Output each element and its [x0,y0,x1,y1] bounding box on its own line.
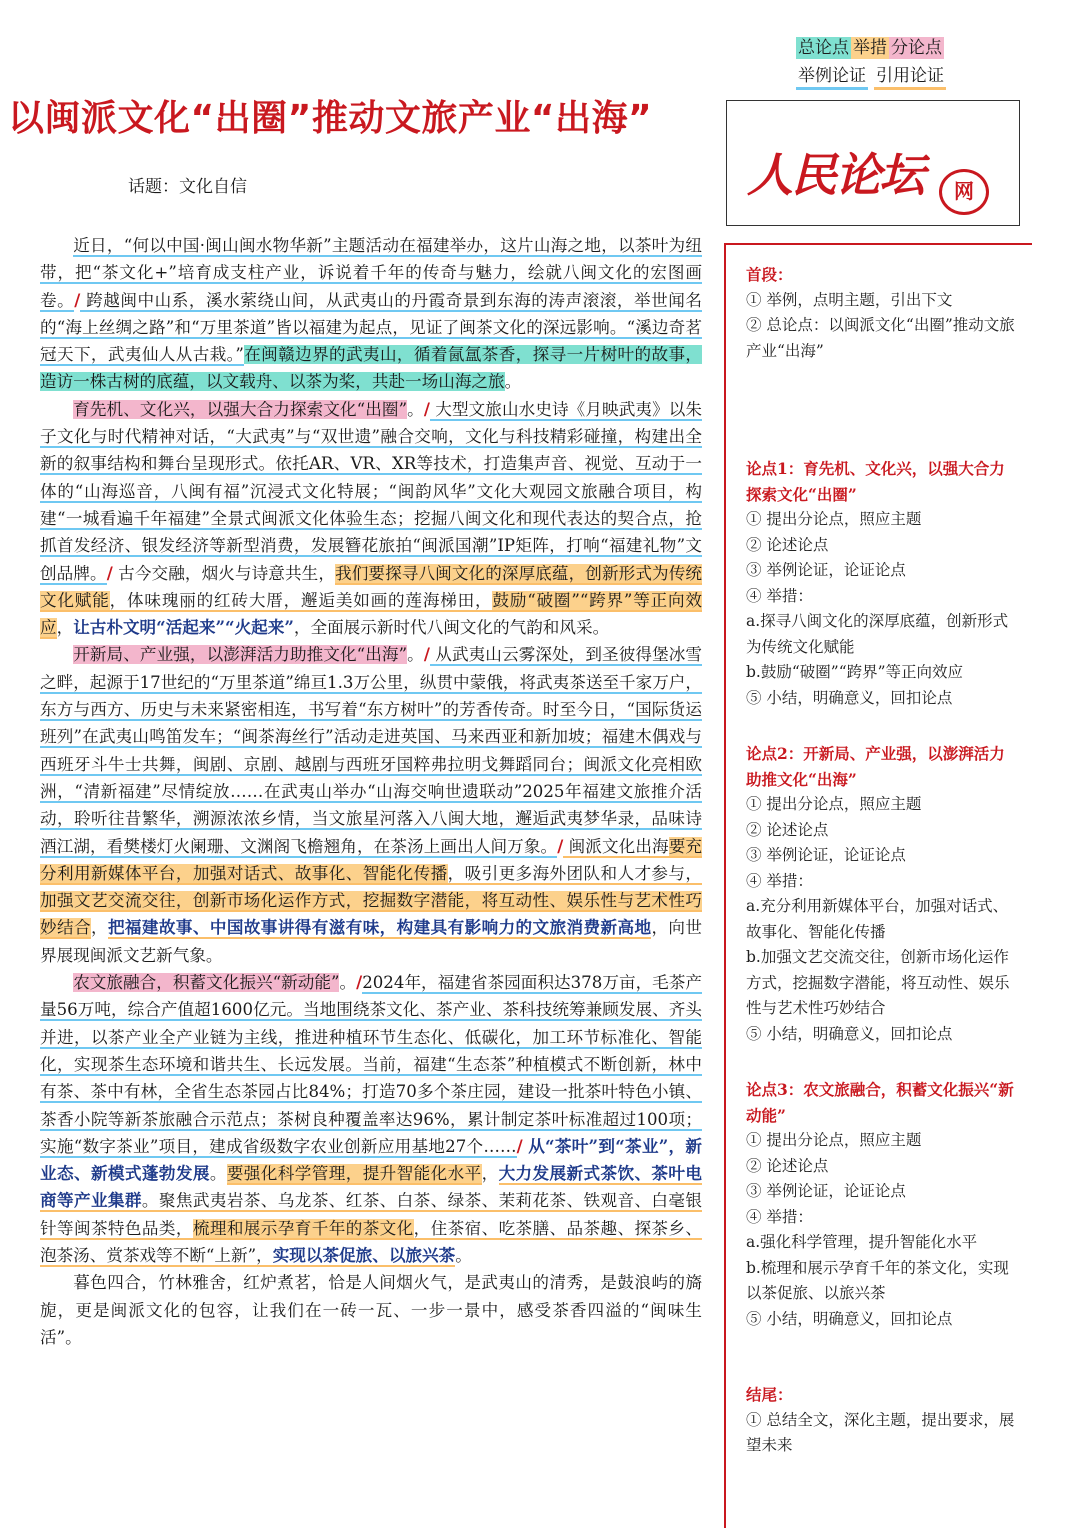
outline-item: ⑤ 小结，明确意义，回扣论点 [746,1024,953,1043]
plain-text: 。 [339,973,357,993]
outline-item: ② 论述论点 [746,535,829,554]
measure-highlight: 鼓励“破圈”“跨界”等正向效应 [40,590,702,638]
outline-item: ① 提出分论点，照应主题 [746,510,922,528]
slash-marker: / [74,289,81,310]
measure-highlight: 梳理和展示孕育千年的茶文化 [192,1218,414,1238]
legend-row-1 [796,34,946,62]
paragraph-5: 暮色四合，竹林雅舍，红炉煮茗，恰是人间烟火气，是武夷山的清秀，是鼓浪屿的旖旎，更是闽派文化的包容，让我们在一砖一瓦、一步一景中，感受茶香四溢的“闽味生活”。 [40,1273,702,1347]
plain-text: 。 [407,645,424,665]
outline-item: ⑤ 小结，明确意义，回扣论点 [746,688,953,707]
measure-highlight: 加强文艺交流交往，创新市场化运作方式，挖掘数字潜能，将互动性、娱乐性与艺术性巧妙结合 [40,891,702,938]
sub-point-highlight: 开新局、产业强，以澎湃活力助推文化“出海” [73,645,408,665]
sidebar-top-rule [724,243,1032,245]
outline-heading: 首段： [746,265,793,284]
article-title: 以闽派文化“出圈”推动文旅产业“出海” [8,98,653,139]
plain-text: 。聚焦武夷岩茶、乌龙茶、红茶、白茶、绿茶、茉莉花茶、铁观音、白毫银针等闽茶特色品类， [40,1191,702,1238]
bold-conclusion: 大力发展新式茶饮、茶叶电商等产业集群 [40,1163,702,1211]
paragraph-1 [40,232,702,396]
paragraph-4 [40,969,702,1269]
outline-item: b.鼓励“破圈”“跨界”等正向效应 [746,663,964,681]
outline-item: ② 总论点：以闽派文化“出圈”推动文旅产业“出海” [746,316,1015,360]
thesis-highlight: 在闽赣边界的武夷山，循着氤氲茶香，探寻一片树叶的故事，造访一株古树的底蕴，以文载舟、以茶为桨，共赴一场山海之旅 [40,345,703,392]
outline-item: a.探寻八闽文化的深厚底蕴，创新形式为传统文化赋能 [746,612,1009,656]
outline-item: ③ 举例论证，论证论点 [746,1182,906,1200]
logo-text: 人民论坛 [747,148,923,202]
outline-item: b.加强文艺交流交往，创新市场化运作方式，挖掘数字潜能，将互动性、娱乐性与艺术性巧妙结合 [746,948,1010,1017]
slash-marker: / [423,398,430,419]
people-forum-logo [726,100,1020,226]
example-text: 2024年，福建省茶园面积达378万亩，毛茶产量56万吨，综合产值超1600亿元。当地围绕茶文化、茶产业、茶科技统筹兼顾发展、齐头并进，以茶产业全产业链为主线，推进种植环节生态化、低碳化，加工环节标准化、智能化，实现茶生态环境和谐共生、长远发展。当前，福建“生态茶”种植模式不断创新，林中有茶、茶中有林，全省生态茶园占比84%；打造70多个茶庄园，建设一批茶叶特色小镇、茶香小院等新茶旅融合示范点；茶树良种覆盖率达96%，累计制定茶叶标准超过100项；实施“数字茶业”项目，建成省级数字农业创新应用基地27个…… [40,973,703,1156]
plain-text: 古今交融，烟火与诗意共生， [112,563,336,583]
logo-seal: 网 [939,169,989,215]
outline-heading: 论点1：育先机、文化兴，以强大合力探索文化“出圈” [746,459,1005,504]
outline-item: b.梳理和展示孕育千年的茶文化，实现以茶促旅、以旅兴茶 [746,1258,1009,1302]
plain-text: ， [90,918,108,938]
annotation-legend [796,34,946,90]
outline-heading: 论点2：开新局、产业强，以澎湃活力助推文化“出海” [746,744,1005,789]
outline-opening [746,262,1016,364]
outline-heading: 论点3：农文旅融合，积蓄文化振兴“新动能” [746,1080,1014,1125]
outline-item: ③ 举例论证，论证论点 [746,561,906,579]
article-topic: 话题：文化自信 [128,177,247,197]
example-text: 近日，“何以中国·闽山闽水物华新”主题活动在福建举办，这片山海之地，以茶叶为纽带，把“茶文化+”培育成支柱产业，诉说着千年的传奇与魅力，绘就八闽文化的宏图画卷。 [40,236,702,310]
plain-text: ， [56,618,74,638]
outline-item: ① 提出分论点，照应主题 [746,795,922,813]
legend-row-2 [796,62,946,90]
plain-text: 。 [455,1245,472,1265]
legend-measure: 举措 [853,38,887,58]
legend-quote: 引用论证 [874,65,946,90]
plain-text: ， [481,1164,499,1184]
paragraph-3 [40,641,702,969]
legend-sub-point: 分论点 [891,38,942,58]
sub-point-highlight: 育先机、文化兴，以强大合力探索文化“出圈” [73,399,408,419]
outline-ending [746,1382,1016,1459]
bold-conclusion: 让古朴文明“活起来”“火起来” [73,617,294,638]
sub-point-highlight: 农文旅融合，积蓄文化振兴“新动能” [73,973,340,993]
outline-item: a.充分利用新媒体平台，加强对话式、故事化、智能化传播 [746,897,1009,941]
bold-conclusion: 把福建故事、中国故事讲得有滋有味，构建具有影响力的文旅消费新高地 [107,917,652,938]
slash-marker: / [356,972,363,993]
outline-heading: 结尾： [746,1385,793,1404]
plain-text: ，体味瑰丽的红砖大厝，邂逅美如画的莲海梯田， [109,590,493,610]
outline-item: ④ 举措： [746,1207,813,1226]
outline-item: ② 论述论点 [746,1156,829,1175]
slash-marker: / [106,562,113,583]
slash-marker: / [557,835,564,856]
outline-item: a.强化科学管理，提升智能化水平 [746,1233,978,1251]
plain-text: 。 [407,399,424,419]
legend-example: 举例论证 [796,65,868,90]
bold-conclusion: 从“茶叶”到“茶业”，新业态、新模式蓬勃发展 [40,1135,702,1184]
measure-highlight: 要充分利用新媒体平台，加强对话式、故事化、智能化传播 [40,836,702,883]
plain-text: 闽派文化出海 [563,836,669,856]
example-text: 大型文旅山水史诗《月映武夷》以朱子文化与时代精神对话，“大武夷”与“双世遗”融合交响，文化与科技精彩碰撞，构建出全新的叙事结构和舞台呈现形式。依托AR、VR、XR等技术，打造集声音、视觉、互动于一体的“山海巡音，八闽有福”沉浸式文化特展；“闽韵风华”文化大观园文旅融合项目，构建“一城看遍千年福建”全景式闽派文化体验生态；挖掘八闽文化和现代表达的契合点，抢抓首发经济、银发经济等新型消费，发展簪花旅拍“闽派国潮”IP矩阵，打响“福建礼物”文创品牌。 [40,399,703,583]
plain-text: ，吸引更多海外团队和人才参与， [447,863,702,883]
plain-text: 。 [504,372,522,392]
outline-item: ② 论述论点 [746,820,829,839]
outline-point-1 [746,456,1016,711]
outline-item: ③ 举例论证，论证论点 [746,846,906,864]
outline-item: ④ 举措： [746,586,813,605]
outline-item: ⑤ 小结，明确意义，回扣论点 [746,1309,953,1328]
outline-sidebar [746,262,1016,1489]
slash-marker: / [516,1135,523,1156]
plain-text: ，住茶宿、吃茶膳、品茶趣、探茶乡、泡茶汤、赏茶戏等不断“上新”， [40,1218,702,1265]
article-body [40,232,702,1351]
outline-item: ① 总结全文，深化主题，提出要求，展望未来 [746,1410,1015,1454]
paragraph-2 [40,396,702,642]
example-text: 从武夷山云雾深处，到圣彼得堡冰雪之畔，起源于17世纪的“万里茶道”绵亘1.3万公里，纵贯中蒙俄，将武夷茶送至千家万户，东方与西方、历史与未来紧密相连，书写着“东方树叶”的芳香传奇。时至今日，“国际货运班列”在武夷山鸣笛发车；“闽茶海丝行”活动走进英国、马来西亚和新加坡；福建木偶戏与西班牙斗牛士共舞，闽剧、京剧、越剧与西班牙国粹弗拉明戈舞蹈同台；闽派文化亮相欧洲，“清新福建”尽情绽放……在武夷山举办“山海交响世遗联动”2025年福建文旅推介活动，聆听往昔繁华，溯源浓浓乡情，当文旅星河落入八闽大地，邂逅武夷梦华录，品味诗酒江湖，看樊楼灯火阑珊、文渊阁飞檐翘角，在茶汤上画出人间万象。 [40,645,703,856]
bold-conclusion: 实现以茶促旅、以旅兴茶 [272,1244,456,1265]
measure-highlight: 要强化科学管理，提升智能化水平 [226,1164,482,1184]
outline-item: ① 提出分论点，照应主题 [746,1131,922,1149]
outline-point-2 [746,741,1016,1047]
outline-item: ④ 举措： [746,871,813,890]
measure-highlight: 我们要探寻八闽文化的深厚底蕴，创新形式为传统文化赋能 [40,563,702,610]
legend-thesis: 总论点 [798,38,849,58]
sidebar-left-rule [724,244,726,1528]
slash-marker: / [423,644,430,665]
outline-point-3 [746,1077,1016,1332]
example-text: 跨越闽中山系，溪水萦绕山间，从武夷山的丹霞奇景到东海的涛声滚滚，举世闻名的“海上丝绸之路”和“万里茶道”皆以福建为起点，见证了闽茶文化的深远影响。“溪边奇茗冠天下，武夷仙人从古栽。” [40,290,702,365]
outline-item: ① 举例，点明主题，引出下文 [746,290,953,309]
plain-text: ，全面展示新时代八闽文化的气韵和风采。 [293,618,610,638]
plain-text: ，向世界展现闽派文艺新气象。 [40,918,702,965]
plain-text: 。 [209,1164,227,1184]
